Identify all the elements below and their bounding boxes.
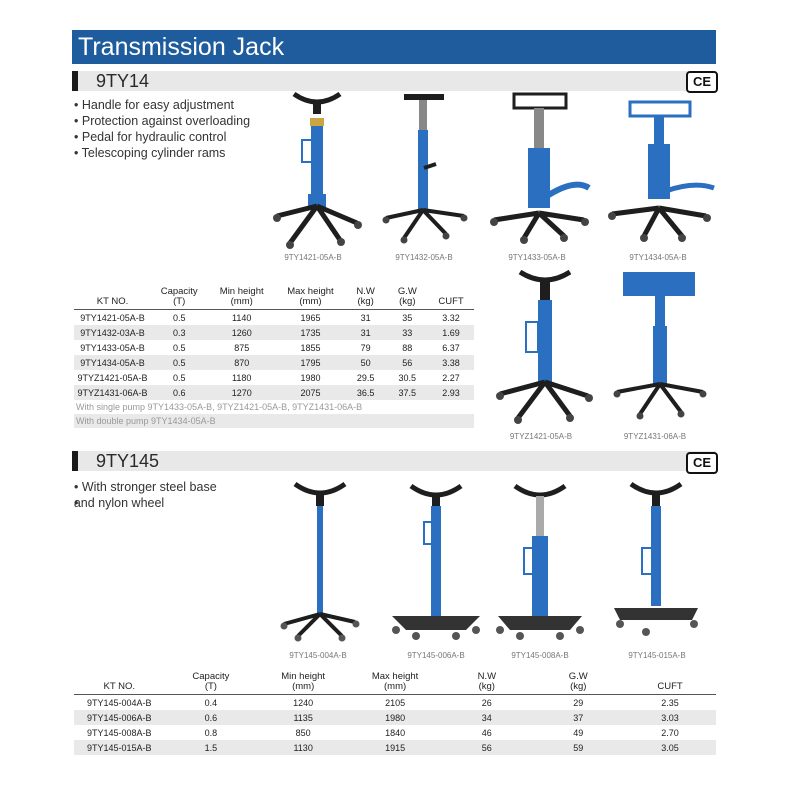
- column-header: KT NO.: [96, 296, 129, 307]
- cell: 1.5: [165, 740, 258, 755]
- cell: 35: [386, 310, 428, 326]
- cell: 9TY145-008A-B: [87, 727, 152, 738]
- table-note-row: [74, 414, 474, 428]
- table-header-row: [74, 670, 716, 695]
- cell: 9TY1432-03A-B: [74, 325, 151, 340]
- cell: 36.5: [345, 385, 387, 400]
- spec-table-9ty14: [74, 285, 474, 428]
- column-header: N.W (kg): [477, 671, 497, 692]
- cell: 3.38: [428, 355, 474, 370]
- cell: 31: [345, 325, 387, 340]
- section-title: 9TY145: [96, 451, 160, 471]
- cell: 1735: [276, 325, 345, 340]
- cell: 2105: [349, 695, 441, 711]
- table-row: [74, 310, 474, 326]
- table-row: [74, 385, 474, 400]
- spec-table-9ty145: [74, 670, 716, 755]
- column-header: KT NO.: [103, 681, 136, 692]
- cell: 1855: [300, 342, 321, 353]
- cell: 79: [360, 342, 371, 353]
- feature-item: • With stronger steel base: [74, 479, 217, 495]
- cell: 30.5: [398, 372, 417, 383]
- cell: 56: [386, 355, 428, 370]
- cell: 1135: [257, 710, 349, 725]
- cell: 1840: [385, 727, 406, 738]
- cell: 1965: [276, 310, 345, 326]
- cell: 26: [441, 695, 532, 711]
- product-caption: 9TY1421-05A-B: [284, 253, 342, 262]
- cell: 1795: [276, 355, 345, 370]
- product-image-9ty1432: [374, 88, 474, 253]
- table-row: [74, 370, 474, 385]
- cell: 875: [234, 342, 250, 353]
- feature-item: • Pedal for hydraulic control: [74, 129, 250, 145]
- product-caption: 9TY145-004A-B: [289, 651, 347, 660]
- cell: 1.69: [428, 325, 474, 340]
- column-header: G.W (kg): [397, 286, 417, 307]
- cell: 1980: [300, 372, 321, 383]
- product-caption: 9TY1434-05A-B: [629, 253, 687, 262]
- cell: 1240: [257, 695, 349, 711]
- product-image-9ty1434: [604, 96, 719, 251]
- column-header: Capacity (T): [192, 671, 230, 692]
- cell: 9TY145-015A-B: [74, 740, 165, 755]
- product-caption: 9TY145-015A-B: [628, 651, 686, 660]
- product-image-9ty145-006: [386, 478, 486, 643]
- ce-mark-icon: CE: [686, 71, 718, 93]
- section-marker: [72, 71, 78, 91]
- table-note-row: [74, 400, 474, 414]
- column-header: CUFT: [657, 681, 683, 692]
- cell: 9TY1421-05A-B: [74, 310, 151, 326]
- cell: 2.27: [442, 372, 460, 383]
- cell: 3.03: [624, 710, 716, 725]
- cell: 850: [295, 727, 311, 738]
- cell: 37.5: [386, 385, 428, 400]
- product-image-9tyz1421: [490, 266, 600, 426]
- table-row: [74, 710, 716, 725]
- cell: 1270: [207, 385, 276, 400]
- feature-item: • Protection against overloading: [74, 113, 250, 129]
- product-image-9ty1421: [262, 88, 372, 253]
- table-header-row: [74, 285, 474, 310]
- cell: 6.37: [442, 342, 460, 353]
- section-marker: [72, 451, 78, 471]
- feature-item-text: and nylon wheel: [73, 496, 165, 510]
- feature-list-9ty145: [74, 479, 217, 511]
- table-row: [74, 725, 716, 740]
- table-row: [74, 340, 474, 355]
- column-header: Max height (mm): [287, 286, 334, 307]
- column-header: CUFT: [438, 296, 464, 307]
- column-header: Min height (mm): [219, 286, 264, 307]
- page-title: Transmission Jack: [72, 30, 716, 64]
- cell: 59: [533, 740, 625, 755]
- product-image-9ty145-004: [270, 478, 370, 643]
- column-header: Max height (mm): [371, 671, 419, 692]
- feature-list-9ty14: [74, 97, 250, 161]
- cell: 0.8: [204, 727, 218, 738]
- cell: 34: [441, 710, 532, 725]
- table-row: [74, 355, 474, 370]
- cell: 1980: [349, 710, 441, 725]
- cell: 33: [386, 325, 428, 340]
- product-caption: 9TYZ1431-06A-B: [623, 432, 687, 441]
- cell: 9TYZ1421-05A-B: [77, 372, 148, 383]
- product-image-9ty1433: [484, 88, 599, 253]
- cell: 1140: [207, 310, 276, 326]
- cell: 37: [533, 710, 625, 725]
- cell: 1130: [257, 740, 349, 755]
- cell: 0.5: [172, 372, 186, 383]
- cell: 0.4: [165, 695, 258, 711]
- cell: 0.6: [151, 385, 207, 400]
- cell: 2.70: [661, 727, 679, 738]
- section-header-9ty145: [72, 451, 716, 471]
- feature-item: [74, 495, 217, 511]
- cell: 56: [441, 740, 532, 755]
- product-caption: 9TYZ1421-05A-B: [509, 432, 573, 441]
- product-caption: 9TY145-008A-B: [511, 651, 569, 660]
- column-header: N.W (kg): [356, 286, 375, 307]
- column-header: Capacity (T): [160, 286, 198, 307]
- product-caption: 9TY145-006A-B: [407, 651, 465, 660]
- cell: 31: [345, 310, 387, 326]
- cell: 2.93: [428, 385, 474, 400]
- cell: 1915: [349, 740, 441, 755]
- cell: 1260: [207, 325, 276, 340]
- cell: 50: [345, 355, 387, 370]
- cell: 0.5: [151, 355, 207, 370]
- table-row: [74, 695, 716, 711]
- product-caption: 9TY1432-05A-B: [395, 253, 453, 262]
- table-row: [74, 740, 716, 755]
- cell: 9TY145-004A-B: [74, 695, 165, 711]
- cell: 870: [207, 355, 276, 370]
- cell: 0.5: [151, 310, 207, 326]
- feature-item: • Telescoping cylinder rams: [74, 145, 250, 161]
- section-title: 9TY14: [96, 71, 150, 91]
- table-note: With double pump 9TY1434-05A-B: [74, 414, 474, 428]
- cell: 0.6: [165, 710, 258, 725]
- column-header: G.W (kg): [568, 671, 588, 692]
- product-image-9tyz1431: [605, 266, 715, 426]
- product-caption: 9TY1433-05A-B: [508, 253, 566, 262]
- cell: 9TYZ1431-06A-B: [74, 385, 151, 400]
- cell: 49: [573, 727, 584, 738]
- ce-mark-icon: CE: [686, 452, 718, 474]
- cell: 9TY145-006A-B: [74, 710, 165, 725]
- cell: 1180: [232, 372, 252, 383]
- cell: 88: [402, 342, 413, 353]
- cell: 29.5: [356, 372, 375, 383]
- column-header: Min height (mm): [281, 671, 326, 692]
- cell: 46: [481, 727, 492, 738]
- cell: 2075: [276, 385, 345, 400]
- cell: 2.35: [624, 695, 716, 711]
- cell: 3.32: [428, 310, 474, 326]
- cell: 0.5: [172, 342, 186, 353]
- cell: 9TY1433-05A-B: [80, 342, 145, 353]
- cell: 3.05: [624, 740, 716, 755]
- cell: 29: [533, 695, 625, 711]
- table-row: [74, 325, 474, 340]
- product-image-9ty145-008: [490, 478, 590, 643]
- product-image-9ty145-015: [606, 478, 706, 643]
- cell: 9TY1434-05A-B: [74, 355, 151, 370]
- feature-item: • Handle for easy adjustment: [74, 97, 250, 113]
- cell: 0.3: [151, 325, 207, 340]
- table-note: With single pump 9TY1433-05A-B, 9TYZ1421-05A-B, 9TYZ1431-06A-B: [76, 402, 363, 412]
